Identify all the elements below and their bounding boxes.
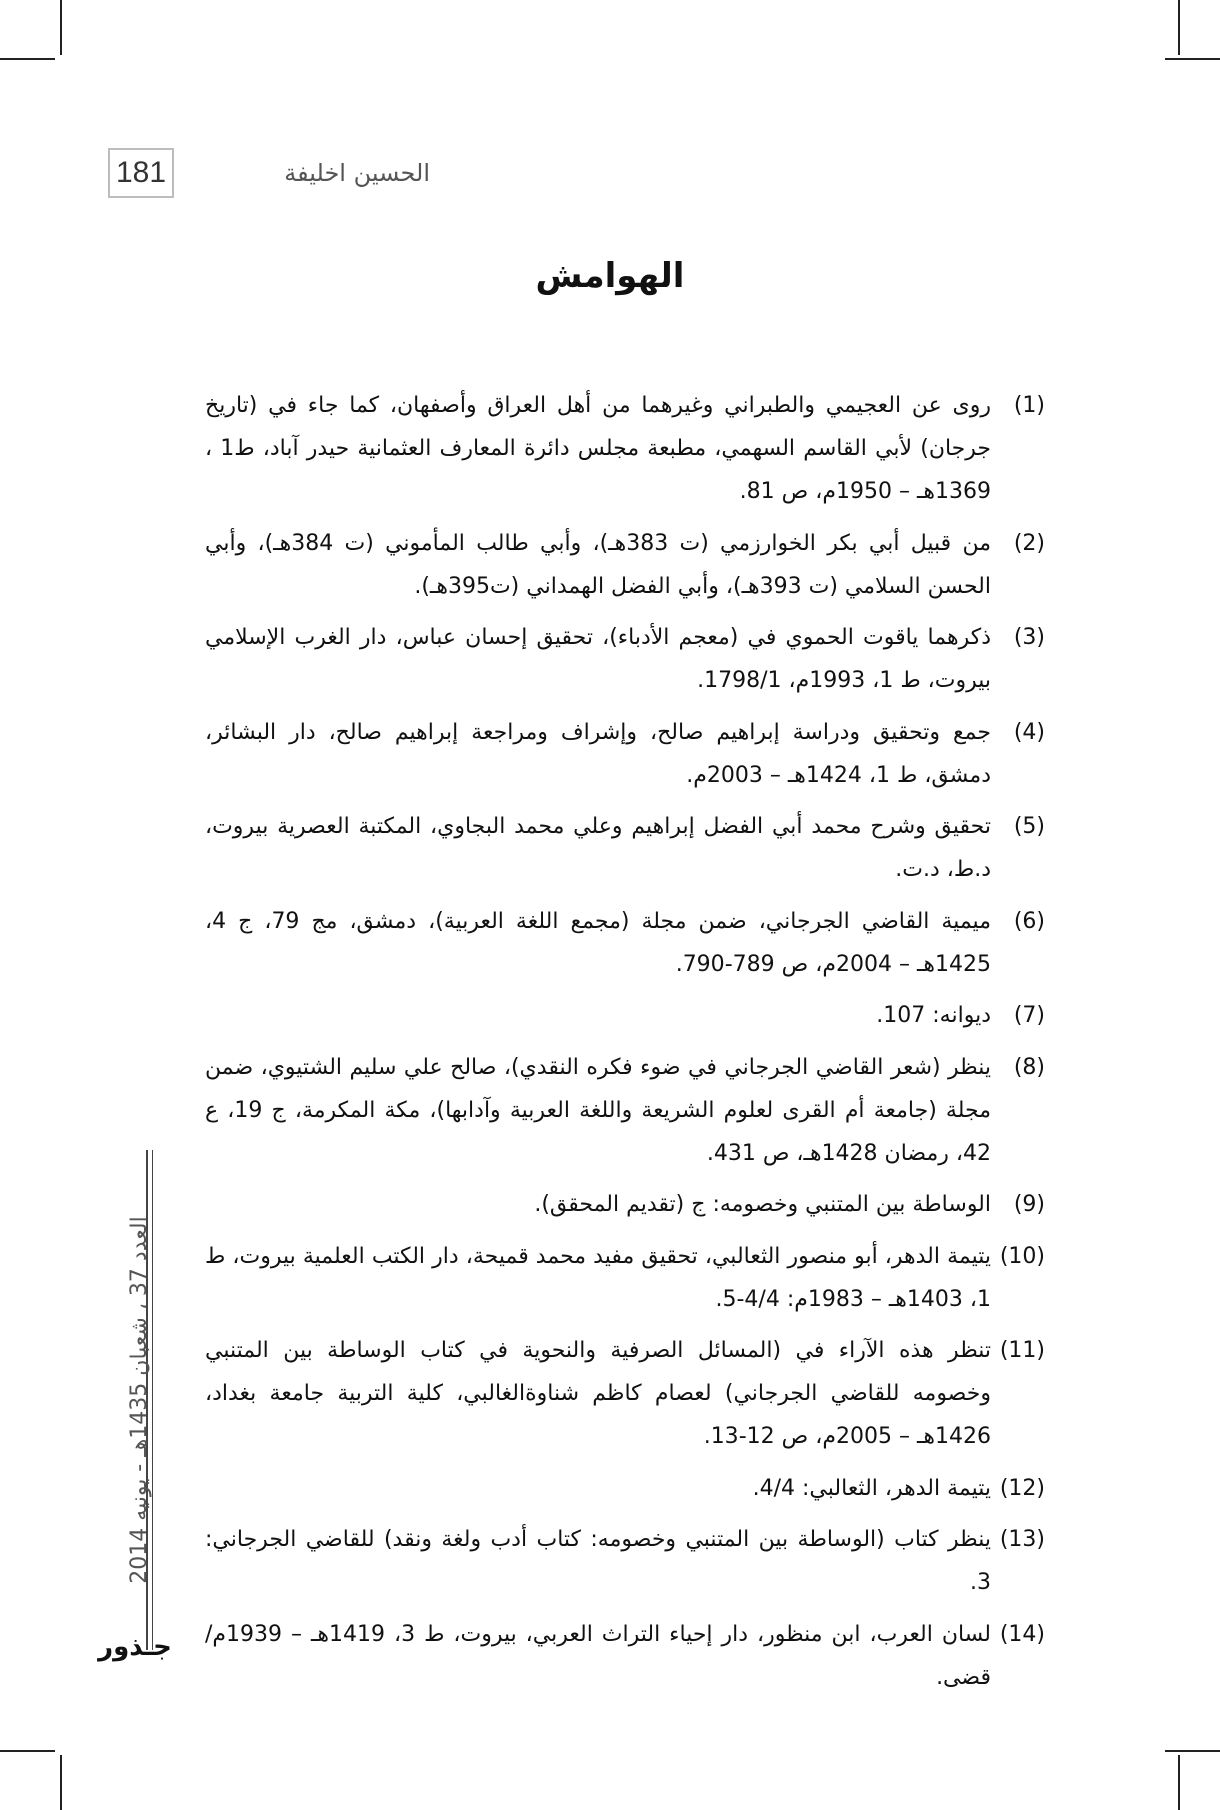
footnote-text: الوساطة بين المتنبي وخصومه: ج (تقديم المحقق).: [534, 1192, 991, 1217]
footnote-number: (12): [999, 1475, 1045, 1501]
footnote-text: جمع وتحقيق ودراسة إبراهيم صالح، وإشراف ومراجعة إبراهيم صالح، دار البشائر، دمشق، ط 1، 1424هـ – 2003م.: [205, 719, 991, 788]
section-title: الهوامش: [535, 256, 685, 296]
crop-mark: [1178, 0, 1180, 55]
footnote: [205, 522, 1045, 608]
crop-mark: [1178, 1755, 1180, 1810]
footnote-text: ذكرهما ياقوت الحموي في (معجم الأدباء)، تحقيق إحسان عباس، دار الغرب الإسلامي بيروت، ط 1، 1993م، 1798/1.: [205, 625, 991, 693]
issue-sidebar: [100, 1150, 180, 1650]
footnote: [205, 711, 1045, 797]
crop-mark: [0, 1750, 55, 1752]
footnote: [205, 616, 1045, 702]
footnote-number: (5): [1013, 814, 1045, 839]
crop-mark: [1165, 58, 1220, 60]
crop-mark: [60, 1755, 62, 1810]
footnote-number: (9): [1013, 1192, 1045, 1217]
issue-info: العدد 37 ، شعبان 1435هـ - يونيه 2014: [127, 1216, 152, 1584]
footnote: [205, 1467, 1045, 1510]
footnotes-list: [205, 384, 1045, 1707]
footnote-text: ميمية القاضي الجرجاني، ضمن مجلة (مجمع اللغة العربية)، دمشق، مج 79، ج 4، 1425هـ – 2004م، ص 789-790.: [205, 908, 991, 977]
footnote-number: (4): [1013, 719, 1045, 745]
footnote-text: ينظر (شعر القاضي الجرجاني في ضوء فكره النقدي)، صالح علي سليم الشتيوي، ضمن مجلة (جامعة أم القرى لعلوم الشريعة واللغة العربية وآدابها)، مكة المكرمة، ج 19، ع 42، رمضان 1428هـ، ص 431.: [205, 1054, 991, 1166]
footnote-text: روى عن العجيمي والطبراني وغيرهما من أهل العراق وأصفهان، كما جاء في (تاريخ جرجان) لأبي القاسم السهمي، مطبعة مجلس دائرة المعارف العثمانية حيدر آباد، ط1 ، 1369هـ – 1950م، ص 81.: [205, 393, 992, 504]
footnote: [205, 1046, 1045, 1175]
page-number: 181: [108, 148, 174, 198]
footnote-number: (7): [1013, 1003, 1045, 1028]
footnote: [205, 1183, 1045, 1226]
journal-logo: جـذور: [98, 1632, 172, 1662]
footnote-text: يتيمة الدهر، أبو منصور الثعالبي، تحقيق مفيد محمد قميحة، دار الكتب العلمية بيروت، ط 1، 1403هـ – 1983م: 4/4-5.: [205, 1243, 991, 1312]
crop-mark: [0, 58, 55, 60]
footnote-number: (10): [999, 1243, 1045, 1269]
footnote-text: لسان العرب، ابن منظور، دار إحياء التراث العربي، بيروت، ط 3، 1419هـ – 1939م/ قضى.: [205, 1621, 992, 1690]
footnote-number: (1): [1013, 393, 1045, 418]
footnote-number: (14): [999, 1621, 1045, 1647]
footnote: [205, 900, 1045, 986]
footnote-number: (13): [999, 1527, 1045, 1552]
footnote-number: (11): [999, 1338, 1045, 1363]
footnote: [205, 1518, 1045, 1604]
crop-mark: [60, 0, 62, 55]
footnote-text: ينظر كتاب (الوساطة بين المتنبي وخصومه: كتاب أدب ولغة ونقد) للقاضي الجرجاني: 3.: [205, 1527, 991, 1595]
footnote: [205, 1329, 1045, 1458]
footnote: [205, 1235, 1045, 1321]
footnote-text: ديوانه: 107.: [876, 1003, 991, 1028]
footnote-number: (2): [1013, 530, 1045, 556]
crop-mark: [1165, 1750, 1220, 1752]
footnote-number: (6): [1013, 908, 1045, 934]
footnote-number: (3): [1013, 625, 1045, 650]
running-header-author: الحسين اخليفة: [284, 159, 430, 187]
footnote-text: تحقيق وشرح محمد أبي الفضل إبراهيم وعلي محمد البجاوي، المكتبة العصرية بيروت، د.ط، د.ت.: [205, 814, 991, 882]
footnote: [205, 805, 1045, 891]
footnote: [205, 384, 1045, 513]
footnote: [205, 1613, 1045, 1699]
footnote: [205, 994, 1045, 1037]
footnote-text: من قبيل أبي بكر الخوارزمي (ت 383هـ)، وأبي طالب المأموني (ت 384هـ)، وأبي الحسن السلامي (ت 393هـ)، وأبي الفضل الهمداني (ت395هـ).: [205, 530, 991, 599]
footnote-text: يتيمة الدهر، الثعالبي: 4/4.: [752, 1475, 991, 1501]
footnote-text: تنظر هذه الآراء في (المسائل الصرفية والنحوية في كتاب الوساطة بين المتنبي وخصومه للقاضي الجرجاني) لعصام كاظم شناوةالغالبي، كلية التربية جامعة بغداد، 1426هـ – 2005م، ص 12-13.: [205, 1338, 991, 1449]
footnote-number: (8): [1013, 1054, 1045, 1080]
